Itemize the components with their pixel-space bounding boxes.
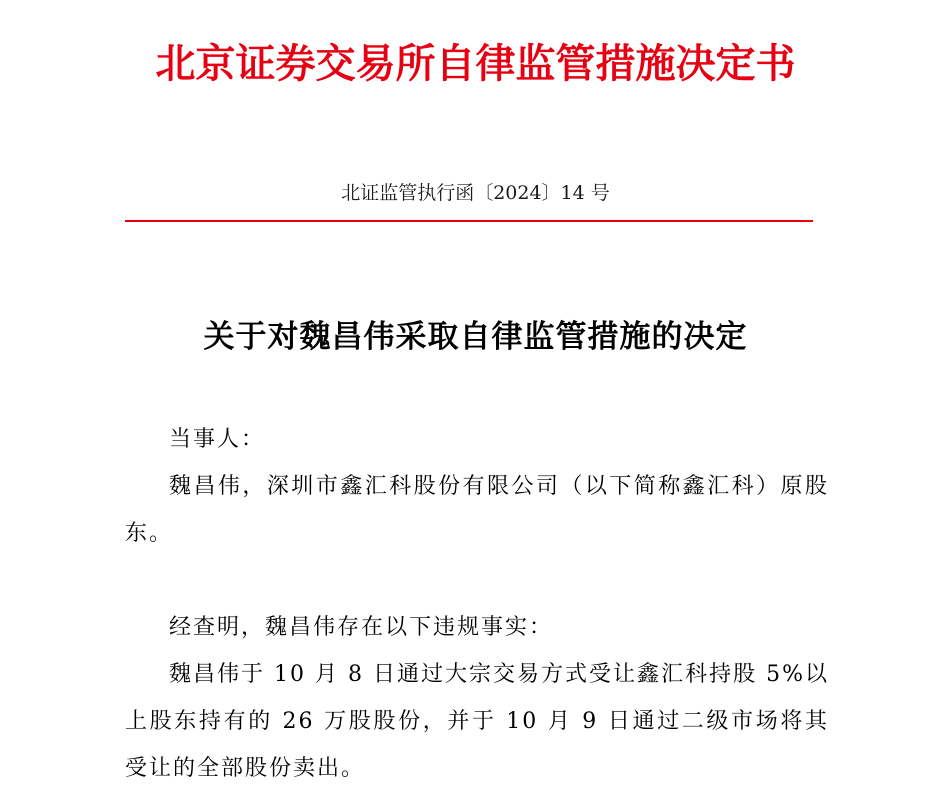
header-divider	[125, 220, 813, 222]
decision-title: 关于对魏昌伟采取自律监管措施的决定	[203, 319, 748, 355]
party-description: 魏昌伟，深圳市鑫汇科股份有限公司（以下简称鑫汇科）原股东。	[125, 474, 829, 546]
party-section	[125, 416, 829, 557]
org-title: 北京证券交易所自律监管措施决定书	[155, 40, 796, 87]
facts-section	[125, 604, 829, 792]
party-label: 当事人：	[169, 427, 266, 452]
document-number: 北证监管执行函〔2024〕14 号	[341, 182, 610, 204]
facts-intro: 经查明，魏昌伟存在以下违规事实：	[169, 615, 554, 640]
facts-detail: 魏昌伟于 10 月 8 日通过大宗交易方式受让鑫汇科持股 5%以上股东持有的 26 万股股份，并于 10 月 9 日通过二级市场将其受让的全部股份卖出。	[125, 662, 829, 781]
